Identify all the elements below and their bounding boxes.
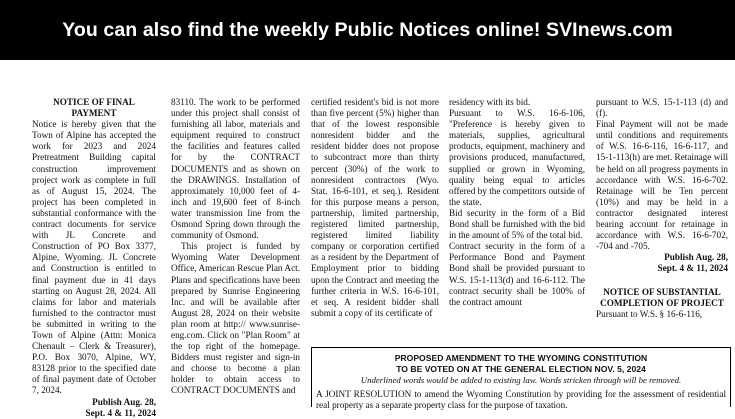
publish-date-line-2: Sept. 4 & 11, 2024 <box>85 407 156 418</box>
column-text-2: This project is funded by Wyoming Water Development Office, American Rescue Plan Act. Plans and specifications have been prepared by Sunrise Engineering Inc. and will be available after August 28, 2024 on their website plan room at http:// www.sunrise-eng.com. Click on "Plan Room" at the top right of the homepage. Bidders must register and sign-in and choose to become a plan holder to obtain access to CONTRACT DOCUMENTS and <box>171 241 300 396</box>
amendment-note: Underlined words would be added to existing law. Words stricken through will be removed. <box>360 375 682 385</box>
notice-body: Notice is hereby given that the Town of Alpine has accepted the work for 2023 and 2024 Pretreatment Building capital construction improvement project work as complete in full as of August 15, 2024. The project has been completed in substantial conformance with the contract documents for service with JL Concrete and Construction of PO Box 3377, Alpine, Wyoming. JL Concrete and Construction is entitled to final payment due in 41 days starting on August 28, 2024. All claims for labor and materials furnished to the contractor must be submitted in writing to the Town of Alpine (Attn: Monica Chenault – Clerk & Treasurer), P.O. Box 3070, Alpine, WY, 83128 prior to the specified date of final payment date of October 7, 2024. <box>32 119 156 396</box>
column-text-3: Pursuant to W.S. § 16-6-116, <box>596 308 703 319</box>
bid-notice-column-3 <box>311 97 439 332</box>
substantial-completion-heading-2: COMPLETION OF PROJECT <box>600 297 724 308</box>
amendment-body: A JOINT RESOLUTION to amend the Wyoming Constitution by providing for the assessment of residential real property as a separate property class for the purpose of taxation. <box>316 389 726 410</box>
column-text-3: Bid security in the form of a Bid Bond shall be furnished with the bid in the amount of 5% of the total bid. <box>449 207 585 241</box>
constitution-amendment-box <box>311 347 731 410</box>
notice-final-payment-column <box>32 97 156 418</box>
amendment-title <box>312 348 730 374</box>
publish-date-line-2: Sept. 4 & 11, 2024 <box>657 263 728 274</box>
publish-date-line-1: Publish Aug. 28, <box>92 396 156 407</box>
column-text: certified resident's bid is not more than five percent (5%) higher than that of the lowest responsible nonresident bidder and the resident bidder does not propose to subcontract more than thirty percent (30%) of the work to nonresident contractors (Wyo. Stat. 16-6-101, et seq.). Resident for this purpose means a person, partnership, limited partnership, registered limited partnership, registered limited liability company or corporation certified as a resident by the Department of Employment prior to bidding upon the Contract and meeting the further criteria in W.S. 16-6-101, et seq. A resident bidder shall submit a copy of its certificate of <box>311 97 439 318</box>
column-text-4: Contract security in the form of a Performance Bond and Payment Bond shall be provided pursuant to W.S. 15-1-113(d) and 16-6-112. The contract security shall be 100% of the contract amount <box>449 241 585 307</box>
bid-notice-column-4 <box>449 97 585 332</box>
column-text-2: Pursuant to W.S. 16-6-106, "Preference is hereby given to materials, supplies, agricultural products, equipment, machinery and provisions produced, manufactured, supplied or grown in Wyoming, quality being equal to articles offered by the competitors outside of the state. <box>449 108 585 207</box>
bid-notice-column-2 <box>171 97 300 397</box>
column-text: residency with its bid. <box>449 97 531 107</box>
column-text: pursuant to W.S. 15-1-113 (d) and (f). <box>596 97 728 119</box>
banner-text: You can also find the weekly Public Notices online! SVInews.com <box>62 18 673 41</box>
column-text: 83110. The work to be performed under this project shall consist of furnishing all labor, materials and equipment required to construct the facilities and features called for by the CONTRACT DOCUMENTS and as shown on the DRAWINGS. Installation of approximately 10,000 feet of 4-inch and 19,600 feet of 8-inch water transmission line from the Osmond Spring down through the community of Osmond. <box>171 97 300 241</box>
amendment-title-line-1: PROPOSED AMENDMENT TO THE WYOMING CONSTITUTION <box>394 353 648 363</box>
public-notices-banner <box>0 0 735 60</box>
publish-date-line-1: Publish Aug. 28, <box>664 252 728 263</box>
notice-heading: NOTICE OF FINAL PAYMENT <box>53 97 135 119</box>
column-text-2: Final Payment will not be made until conditions and requirements of W.S. 16-6-116, 16-6-117, and 15-1-113(h) are met. Retainage will be held on all progress payments in accordance with W.S. 16-6-702. Retainage will be Ten percent (10%) and may be held in a contractor designated interest bearing account for retainage in accordance with W.S. 16-6-702, -704 and -705. <box>596 119 728 252</box>
amendment-title-line-2: TO BE VOTED ON AT THE GENERAL ELECTION NOV. 5, 2024 <box>396 363 646 374</box>
substantial-completion-heading-1: NOTICE OF SUBSTANTIAL <box>603 286 721 297</box>
